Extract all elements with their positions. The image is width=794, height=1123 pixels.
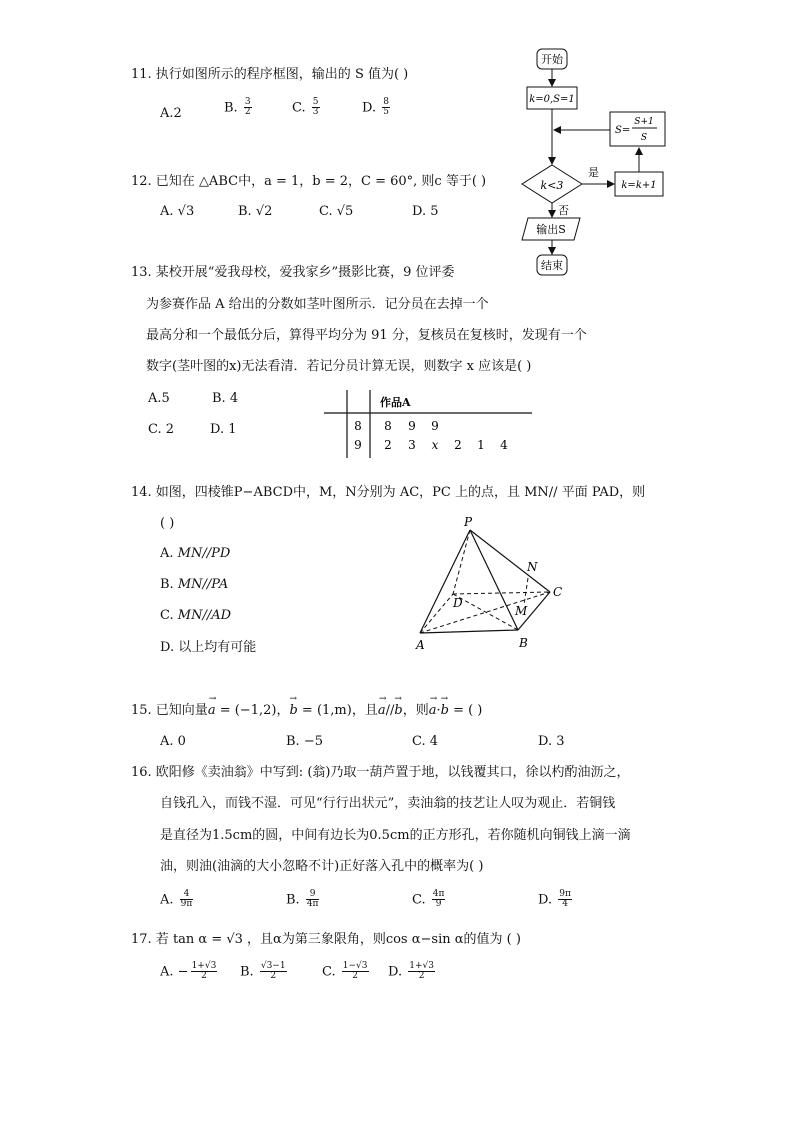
q16-option-c[interactable]: C. $\frac{4\pi}{9}$ <box>412 889 445 910</box>
flow-no-label: 否 <box>558 204 569 217</box>
label-m: M <box>515 604 528 618</box>
q12-option-b[interactable]: B. √2 <box>238 204 273 219</box>
flow-init-text: k=0,S=1 <box>529 94 575 105</box>
q13-option-d[interactable]: D. 1 <box>210 422 237 437</box>
stem-leaf-plot <box>322 388 538 460</box>
q12-stem: 12. 已知在 △ABC中，a = 1，b = 2，C = 60°, 则c 等于( ) <box>131 174 487 189</box>
q17-option-d[interactable]: D. $\frac{1+√3}{2}$ <box>388 961 434 982</box>
q14-paren: ( ) <box>160 516 175 531</box>
q11-option-d[interactable]: D. $\frac{8}{5}$ <box>362 97 389 118</box>
q17-option-a[interactable]: A. − $\frac{1+√3}{2}$ <box>160 961 217 982</box>
flowchart <box>510 44 672 280</box>
q11-option-a[interactable]: A.2 <box>160 106 182 121</box>
leaf: 1 <box>477 438 485 452</box>
q16-option-d[interactable]: D. $\frac{9\pi}{4}$ <box>538 889 571 910</box>
leaf: 2 <box>384 438 392 452</box>
leaf: 2 <box>454 438 462 452</box>
leaf: 9 <box>408 419 416 433</box>
q14-option-d[interactable]: D. 以上均有可能 <box>160 640 257 655</box>
q11-stem: 11. 执行如图所示的程序框图，输出的 S 值为( ) <box>131 67 409 82</box>
q17-option-c[interactable]: C. $\frac{1-√3}{2}$ <box>322 961 368 982</box>
stem-leaf-header: 作品A <box>380 396 411 409</box>
q13-option-a[interactable]: A.5 <box>148 391 170 406</box>
label-a: A <box>416 638 425 652</box>
q15-stem: 15. 已知向量 → a = (−1,2)， → b = (1,m)，且 → a// → b，则 → a· → b = ( ) <box>131 694 483 718</box>
q16-line1: 16. 欧阳修《卖油翁》中写到: (翁)乃取一葫芦置于地，以钱覆其口，徐以杓酌油沥之， <box>131 765 630 780</box>
vector-b: → b <box>289 694 298 718</box>
q13-line1: 13. 某校开展“爱我母校，爱我家乡”摄影比赛，9 位评委 <box>131 265 455 280</box>
q17-option-b[interactable]: B. $\frac{√3-1}{2}$ <box>240 961 286 982</box>
leaf: 4 <box>500 438 508 452</box>
q12-option-c[interactable]: C. √5 <box>319 204 354 219</box>
q13-option-b[interactable]: B. 4 <box>212 391 239 406</box>
q14-option-c[interactable]: C. MN//AD <box>160 608 232 623</box>
label-b: B <box>519 636 528 650</box>
leaf: x <box>431 438 439 452</box>
q11-option-c[interactable]: C. $\frac{5}{3}$ <box>292 97 319 118</box>
flow-update-left: S= <box>615 125 631 136</box>
q13-line4: 数字(茎叶图的x)无法看清．若记分员计算无误，则数字 x 应该是( ) <box>146 359 532 374</box>
q14-option-a[interactable]: A. MN//PD <box>160 546 231 561</box>
q16-line4: 油，则油(油滴的大小忽略不计)正好落入孔中的概率为( ) <box>160 859 484 874</box>
q15-option-c[interactable]: C. 4 <box>412 734 439 749</box>
vector-a: → a <box>207 694 217 718</box>
flow-yes-label: 是 <box>588 166 599 179</box>
label-p: P <box>464 515 473 529</box>
pyramid-figure <box>408 510 578 655</box>
q11-option-b[interactable]: B. $\frac{3}{2}$ <box>224 97 251 118</box>
q14-stem: 14. 如图，四棱锥P−ABCD中，M，N分别为 AC，PC 上的点，且 MN// 平面 PAD，则 <box>131 485 646 500</box>
q15-option-a[interactable]: A. 0 <box>160 734 186 749</box>
q16-option-a[interactable]: A. $\frac{4}{9\pi}$ <box>160 889 193 910</box>
q16-option-b[interactable]: B. $\frac{9}{4\pi}$ <box>286 889 319 910</box>
q13-line2: 为参赛作品 A 给出的分数如茎叶图所示．记分员在去掉一个 <box>146 297 489 312</box>
q16-line3: 是直径为1.5cm的圆，中间有边长为0.5cm的正方形孔，若你随机向铜钱上滴一滴 <box>160 828 631 843</box>
q15-option-b[interactable]: B. −5 <box>286 734 323 749</box>
label-c: C <box>553 585 563 599</box>
q13-line3: 最高分和一个最低分后，算得平均分为 91 分，复核员在复核时，发现有一个 <box>146 328 587 343</box>
leaf: 8 <box>384 419 392 433</box>
q13-option-c[interactable]: C. 2 <box>148 422 175 437</box>
flow-end-text: 结束 <box>541 259 563 272</box>
q17-stem: 17. 若 tan α = √3 ，且α为第三象限角，则cos α−sin α的值为 ( ) <box>131 932 521 947</box>
flow-condition-text: k<3 <box>540 179 564 192</box>
leaf: 3 <box>408 438 416 452</box>
flow-increment-text: k=k+1 <box>621 180 657 191</box>
stem-8: 8 <box>354 419 362 433</box>
q16-line2: 自钱孔入，而钱不湿．可见“行行出状元”，卖油翁的技艺让人叹为观止．若铜钱 <box>160 796 616 811</box>
leaf: 9 <box>431 419 439 433</box>
flow-output-text: 输出S <box>536 223 566 236</box>
q15-option-d[interactable]: D. 3 <box>538 734 565 749</box>
q12-option-d[interactable]: D. 5 <box>412 204 439 219</box>
stem-9: 9 <box>354 438 362 452</box>
flow-update-num: S+1 <box>634 117 654 127</box>
flow-start-text: 开始 <box>541 53 563 66</box>
label-n: N <box>527 560 538 574</box>
q14-option-b[interactable]: B. MN//PA <box>160 577 229 592</box>
q12-option-a[interactable]: A. √3 <box>160 204 195 219</box>
flow-update-den: S <box>640 133 648 143</box>
label-d: D <box>453 596 463 610</box>
